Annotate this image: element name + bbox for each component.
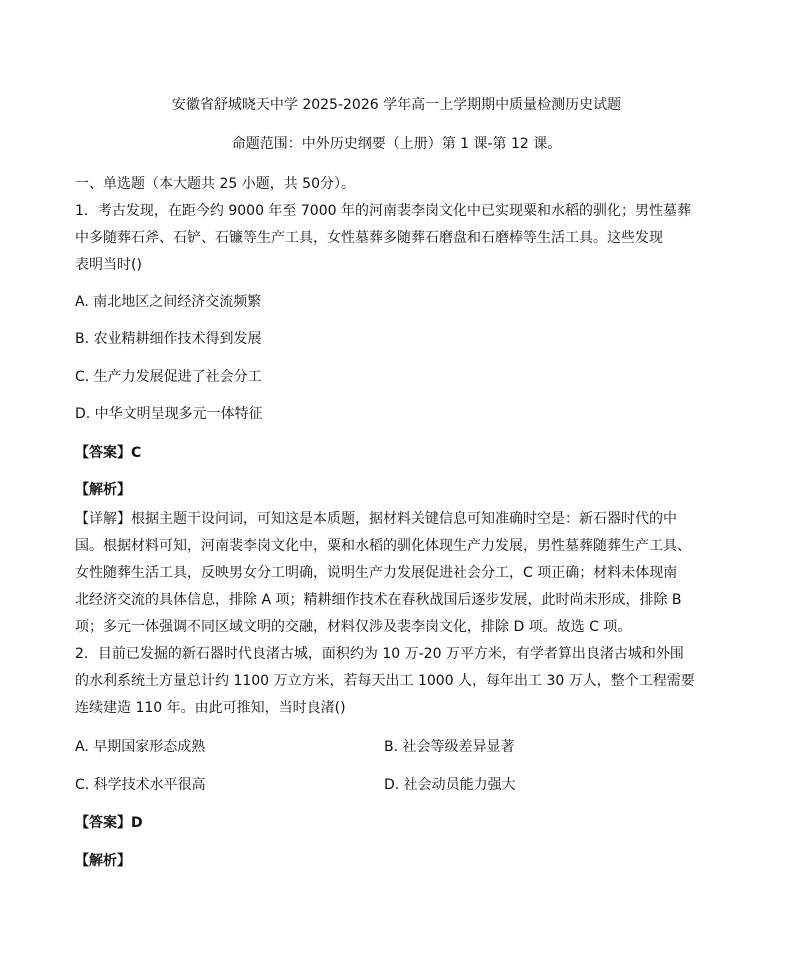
q2-answer-label: 【答案】	[75, 815, 131, 831]
q2-option-d: D. 社会动员能力强大	[384, 777, 516, 793]
q2-stem-line: 的水利系统土方量总计约 1100 万立方米，若每天出工 1000 人，每年出工 30 万人，整个工程需要	[75, 673, 695, 689]
q1-analysis-label: 【解析】	[75, 482, 131, 498]
q1-stem-line: 1．考古发现，在距今约 9000 年至 7000 年的河南裴李岗文化中已实现粟和水稻的驯化；男性墓葬	[75, 203, 691, 219]
q2-stem-line: 2．目前已发掘的新石器时代良渚古城，面积约为 10 万-20 万平方米，有学者算出良渚古城和外围	[75, 646, 684, 662]
q1-detail-line: 项；多元一体强调不同区域文明的交融，材料仅涉及裴李岗文化，排除 D 项。故选 C 项。	[75, 619, 632, 635]
q2-analysis-label: 【解析】	[75, 853, 131, 869]
q1-detail-line: 北经济交流的具体信息，排除 A 项；精耕细作技术在春秋战国后逐步发展，此时尚未形成，排除 B	[75, 592, 682, 608]
q2-answer	[75, 814, 715, 832]
q1-option-c: C. 生产力发展促进了社会分工	[75, 369, 262, 385]
q1-option-a: A. 南北地区之间经济交流频繁	[75, 294, 262, 310]
q2-option-a: A. 早期国家形态成熟	[75, 739, 206, 755]
section-heading: 一、单选题（本大题共 25 小题，共 50分）。	[75, 176, 355, 192]
q1-stem-line: 中多随葬石斧、石铲、石镰等生产工具，女性墓葬多随葬石磨盘和石磨棒等生活工具。这些发现	[75, 230, 663, 246]
q2-answer-value: D	[131, 815, 143, 831]
q2-option-c: C. 科学技术水平很高	[75, 777, 206, 793]
q1-stem-line: 表明当时()	[75, 257, 142, 273]
document-title: 安徽省舒城晓天中学 2025-2026 学年高一上学期期中质量检测历史试题	[171, 97, 622, 113]
q1-detail-line: 【详解】根据主题干设问词，可知这是本质题，据材料关键信息可知准确时空是：新石器时代的中	[75, 511, 677, 527]
q1-answer	[75, 444, 715, 462]
q2-stem-line: 连续建造 110 年。由此可推知，当时良渚()	[75, 700, 346, 716]
q1-detail-line: 女性随葬生活工具，反映男女分工明确，说明生产力发展促进社会分工，C 项正确；材料未体现南	[75, 565, 678, 581]
q1-detail-line: 国。根据材料可知，河南裴李岗文化中，粟和水稻的驯化体现生产力发展，男性墓葬随葬生产工具、	[75, 538, 691, 554]
q2-option-b: B. 社会等级差异显著	[384, 739, 515, 755]
scope-line: 命题范围：中外历史纲要（上册）第 1 课-第 12 课。	[231, 136, 562, 152]
q1-option-d: D. 中华文明呈现多元一体特征	[75, 406, 263, 422]
q1-answer-label: 【答案】	[75, 445, 131, 461]
q1-answer-value: C	[131, 445, 142, 461]
q1-option-b: B. 农业精耕细作技术得到发展	[75, 331, 262, 347]
